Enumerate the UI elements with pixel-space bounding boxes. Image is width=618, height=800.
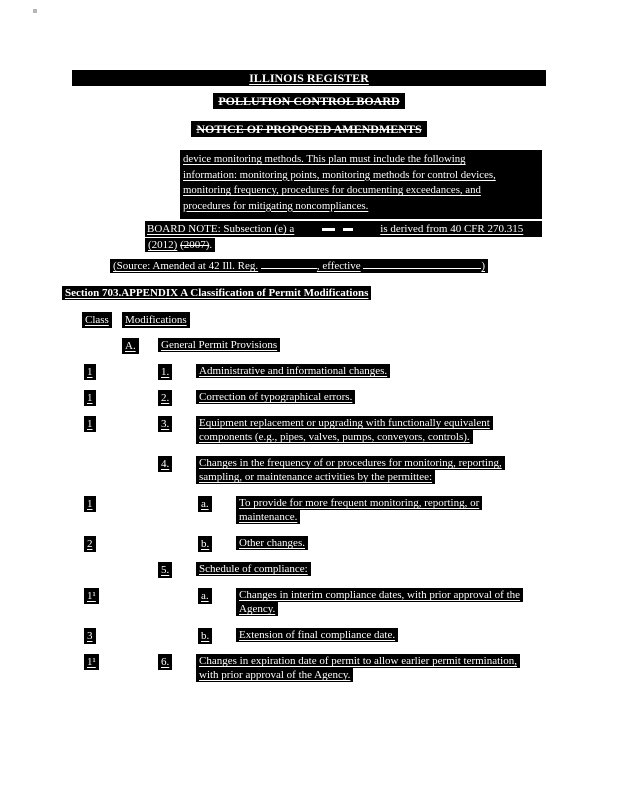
new-citation: (2012) bbox=[148, 239, 178, 251]
item-marker: a. bbox=[198, 588, 212, 604]
table-row bbox=[0, 536, 618, 550]
modification-text-line: Changes in expiration date of permit to allow earlier permit termination, bbox=[196, 654, 520, 668]
item-marker: 4. bbox=[158, 456, 172, 472]
modification-text bbox=[158, 338, 618, 352]
board-note-suffix: is derived from 40 CFR 270.315 bbox=[380, 223, 524, 235]
notice-title: NOTICE OF PROPOSED AMENDMENTS bbox=[191, 121, 426, 137]
register-title: ILLINOIS REGISTER bbox=[249, 71, 369, 85]
class-cell: 1 bbox=[84, 390, 96, 406]
class-cell: 1 bbox=[84, 364, 96, 380]
table-row bbox=[0, 390, 618, 404]
modification-text bbox=[196, 364, 618, 378]
source-middle: , effective bbox=[316, 260, 361, 272]
modification-text-line: Schedule of compliance: bbox=[196, 562, 311, 576]
modification-text bbox=[236, 588, 618, 616]
table-row bbox=[0, 496, 618, 524]
table-row bbox=[0, 628, 618, 642]
modification-text bbox=[196, 562, 618, 576]
register-title-bar bbox=[72, 70, 546, 86]
strikeout-dash bbox=[322, 228, 335, 231]
modification-text-line: Changes in the frequency of or procedures for monitoring, reporting, bbox=[196, 456, 505, 470]
paragraph-line: procedures for mitigating noncompliances. bbox=[183, 199, 369, 212]
blank-effective-date bbox=[363, 257, 481, 269]
modification-text bbox=[196, 416, 618, 444]
modification-text bbox=[196, 456, 618, 484]
modifications-table bbox=[0, 312, 618, 694]
amendment-paragraph bbox=[180, 150, 542, 219]
item-marker: 3. bbox=[158, 416, 172, 432]
table-row bbox=[0, 456, 618, 484]
item-marker: 1. bbox=[158, 364, 172, 380]
table-row bbox=[0, 654, 618, 682]
modification-text-line: maintenance. bbox=[236, 510, 300, 524]
table-row bbox=[0, 338, 618, 352]
board-title-line bbox=[0, 94, 618, 109]
modification-text-line: Equipment replacement or upgrading with functionally equivalent bbox=[196, 416, 493, 430]
board-note-line-2 bbox=[145, 238, 542, 252]
class-cell: 1 bbox=[84, 416, 96, 432]
item-marker: 5. bbox=[158, 562, 172, 578]
class-cell: 2 bbox=[84, 536, 96, 552]
modification-text-line: To provide for more frequent monitoring, reporting, or bbox=[236, 496, 482, 510]
item-marker: b. bbox=[198, 628, 212, 644]
section-heading-line bbox=[62, 286, 371, 300]
modification-text bbox=[236, 496, 618, 524]
citation-period: . bbox=[209, 239, 213, 251]
table-rows bbox=[0, 338, 618, 682]
source-prefix: (Source: Amended at 42 Ill. Reg. bbox=[113, 260, 259, 272]
modification-text bbox=[236, 628, 618, 642]
modification-text-line: Correction of typographical errors. bbox=[196, 390, 355, 404]
blank-reg-number bbox=[261, 257, 317, 269]
section-heading: Section 703.APPENDIX A Classification of Permit Modifications bbox=[62, 286, 371, 300]
modification-text bbox=[236, 536, 618, 550]
modification-text-line: sampling, or maintenance activities by the permittee: bbox=[196, 470, 435, 484]
modification-text-line: Changes in interim compliance dates, with prior approval of the bbox=[236, 588, 523, 602]
deleted-citation: (2007) bbox=[180, 239, 210, 251]
board-note-prefix: BOARD NOTE: Subsection (e) a bbox=[147, 223, 295, 235]
board-title: POLLUTION CONTROL BOARD bbox=[213, 93, 404, 109]
table-row bbox=[0, 364, 618, 378]
class-cell: 3 bbox=[84, 628, 96, 644]
item-marker: b. bbox=[198, 536, 212, 552]
modification-text-line: Administrative and informational changes. bbox=[196, 364, 390, 378]
board-note bbox=[145, 221, 542, 252]
table-header-row bbox=[0, 312, 618, 326]
modification-text-line: components (e.g., pipes, valves, pumps, conveyors, controls). bbox=[196, 430, 473, 444]
table-row bbox=[0, 588, 618, 616]
modification-text-line: Other changes. bbox=[236, 536, 308, 550]
board-note-line-1 bbox=[145, 221, 542, 237]
scan-artifact bbox=[33, 9, 37, 13]
strikeout-dash bbox=[343, 228, 353, 231]
modifications-column-header: Modifications bbox=[122, 312, 190, 328]
paragraph-line: information: monitoring points, monitoring methods for control devices, bbox=[183, 168, 496, 181]
modification-text bbox=[196, 390, 618, 404]
class-cell: 1 bbox=[84, 496, 96, 512]
source-line bbox=[110, 257, 488, 274]
table-row bbox=[0, 562, 618, 576]
class-cell: 1¹ bbox=[84, 654, 99, 670]
item-marker: A. bbox=[122, 338, 139, 354]
table-row bbox=[0, 416, 618, 444]
item-marker: a. bbox=[198, 496, 212, 512]
item-marker: 2. bbox=[158, 390, 172, 406]
modification-text-line: Extension of final compliance date. bbox=[236, 628, 398, 642]
modification-text-line: Agency. bbox=[236, 602, 278, 616]
source-close: ) bbox=[481, 260, 486, 272]
modification-text bbox=[196, 654, 618, 682]
paragraph-line: monitoring frequency, procedures for documenting exceedances, and bbox=[183, 184, 481, 196]
modification-text-line: with prior approval of the Agency. bbox=[196, 668, 353, 682]
illegible-gap bbox=[294, 222, 380, 236]
class-cell: 1¹ bbox=[84, 588, 99, 604]
notice-title-line bbox=[0, 122, 618, 137]
class-column-header: Class bbox=[82, 312, 112, 328]
paragraph-line: device monitoring methods. This plan must include the following bbox=[183, 153, 466, 165]
modification-text-line: General Permit Provisions bbox=[158, 338, 280, 352]
item-marker: 6. bbox=[158, 654, 172, 670]
